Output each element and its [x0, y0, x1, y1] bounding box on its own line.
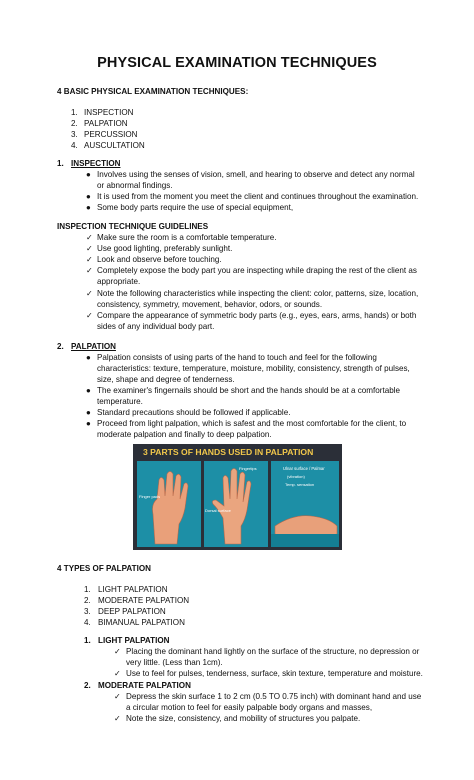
figure-label: (vibration) — [287, 474, 305, 479]
figure-label: Fingertips — [239, 466, 257, 471]
palpation-bullet: Palpation consists of using parts of the hand to touch and feel for the following characteristics: texture, temperature, moisture, mobility, consistency, strength of pulses, size, shape and degree of tenderness. — [97, 353, 410, 384]
basic-list-item: AUSCULTATION — [84, 141, 145, 150]
hands-illustration — [133, 444, 342, 550]
basic-list-num: 4. — [71, 141, 78, 150]
inspection-bullet: It is used from the moment you meet the client and continues throughout the examination. — [97, 192, 419, 201]
moderate-item: Depress the skin surface 1 to 2 cm (0.5 TO 0.75 inch) with dominant hand and use a circular motion to feel for easily palpable body organs and masses, — [126, 692, 422, 712]
bullet-icon: ● — [86, 419, 91, 428]
basic-list-item: PERCUSSION — [84, 130, 138, 139]
inspection-number: 1. — [57, 159, 64, 168]
check-icon: ✓ — [86, 255, 93, 264]
hands-figure — [133, 444, 342, 550]
inspection-bullet: Some body parts require the use of special equipment, — [97, 203, 294, 212]
figure-label: Finger pads — [139, 494, 161, 499]
check-icon: ✓ — [114, 714, 121, 723]
check-icon: ✓ — [86, 244, 93, 253]
types-list-num: 3. — [84, 607, 91, 616]
check-icon: ✓ — [86, 266, 93, 275]
bullet-icon: ● — [86, 408, 91, 417]
guideline-item: Use good lighting, preferably sunlight. — [97, 244, 233, 253]
types-list-num: 4. — [84, 618, 91, 627]
guideline-item: Note the following characteristics while inspecting the client: color, patterns, size, location, consistency, symmetry, movement, behavior, odors, or sounds. — [97, 289, 419, 309]
check-icon: ✓ — [86, 233, 93, 242]
bullet-icon: ● — [86, 353, 91, 362]
page-title: PHYSICAL EXAMINATION TECHNIQUES — [97, 55, 377, 71]
guidelines-heading: INSPECTION TECHNIQUE GUIDELINES — [57, 222, 209, 231]
types-list-item: LIGHT PALPATION — [98, 585, 168, 594]
guideline-item: Completely expose the body part you are inspecting while draping the rest of the client as appropriate. — [97, 266, 417, 286]
palpation-bullet: Proceed from light palpation, which is safest and the most comfortable for the client, to moderate palpation and finally to deep palpation. — [97, 419, 407, 439]
light-number: 1. — [84, 636, 91, 645]
types-list-item: DEEP PALPATION — [98, 607, 166, 616]
types-list-item: BIMANUAL PALPATION — [98, 618, 185, 627]
figure-label: Dorsal surface — [205, 508, 231, 513]
basic-heading: 4 BASIC PHYSICAL EXAMINATION TECHNIQUES: — [57, 87, 249, 96]
figure-label: Temp. sensation — [285, 482, 315, 487]
figure-title: 3 PARTS OF HANDS USED IN PALPATION — [143, 447, 314, 457]
guideline-item: Look and observe before touching. — [97, 255, 222, 264]
basic-list-item: PALPATION — [84, 119, 128, 128]
basic-list-num: 1. — [71, 108, 78, 117]
check-icon: ✓ — [114, 647, 121, 656]
palpation-heading: PALPATION — [71, 342, 116, 351]
types-list-num: 2. — [84, 596, 91, 605]
bullet-icon: ● — [86, 192, 91, 201]
types-list-item: MODERATE PALPATION — [98, 596, 190, 605]
moderate-item: Note the size, consistency, and mobility of structures you palpate. — [126, 714, 361, 723]
moderate-heading: MODERATE PALPATION — [98, 681, 191, 690]
check-icon: ✓ — [86, 289, 93, 298]
guideline-item: Compare the appearance of symmetric body parts (e.g., eyes, ears, arms, hands) or both sides of any individual body part. — [97, 311, 417, 331]
bullet-icon: ● — [86, 203, 91, 212]
bullet-icon: ● — [86, 386, 91, 395]
basic-list-num: 3. — [71, 130, 78, 139]
guideline-item: Make sure the room is a comfortable temperature. — [97, 233, 277, 242]
moderate-number: 2. — [84, 681, 91, 690]
light-item: Placing the dominant hand lightly on the surface of the structure, no depression or very little. (Less than 1cm). — [126, 647, 420, 667]
light-item: Use to feel for pulses, tenderness, surface, skin texture, temperature and moisture. — [126, 669, 423, 678]
light-heading: LIGHT PALPATION — [98, 636, 170, 645]
check-icon: ✓ — [114, 669, 121, 678]
types-heading: 4 TYPES OF PALPATION — [57, 564, 151, 573]
bullet-icon: ● — [86, 170, 91, 179]
figure-label: Ulnar surface / Palmar — [283, 466, 325, 471]
check-icon: ✓ — [114, 692, 121, 701]
palpation-bullet: Standard precautions should be followed if applicable. — [97, 408, 291, 417]
check-icon: ✓ — [86, 311, 93, 320]
inspection-heading: INSPECTION — [71, 159, 121, 168]
palpation-number: 2. — [57, 342, 64, 351]
basic-list-item: INSPECTION — [84, 108, 134, 117]
types-list-num: 1. — [84, 585, 91, 594]
basic-list-num: 2. — [71, 119, 78, 128]
inspection-bullet: Involves using the senses of vision, smell, and hearing to observe and detect any normal or abnormal findings. — [97, 170, 415, 190]
palpation-bullet: The examiner's fingernails should be short and the hands should be at a comfortable temperature. — [97, 386, 400, 406]
